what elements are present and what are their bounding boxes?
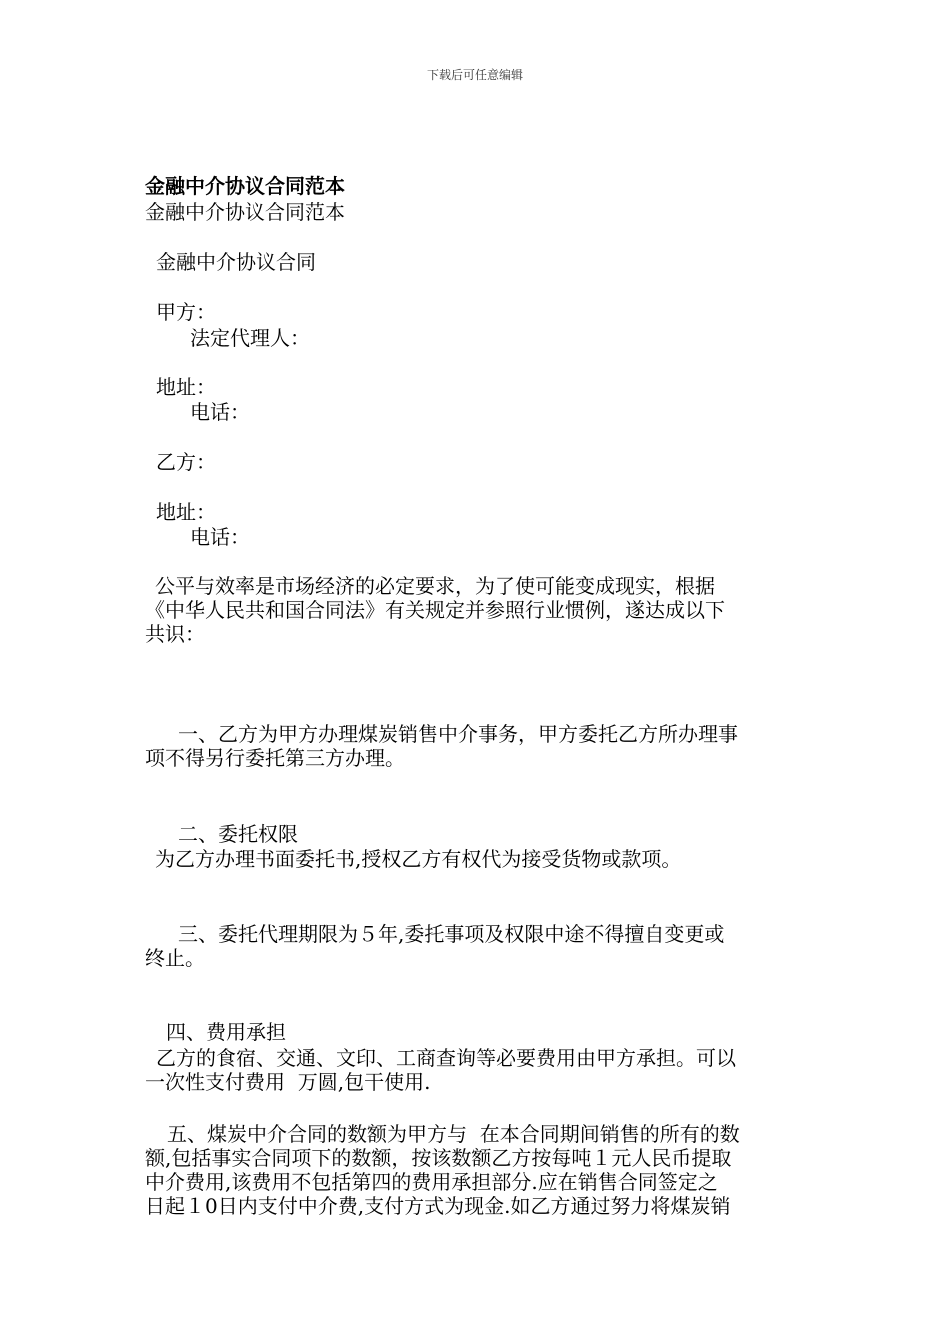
clause-1-line: 一、乙方为甲方办理煤炭销售中介事务，甲方委托乙方所办理事 <box>178 722 738 746</box>
party-a-address-label: 地址： <box>156 375 216 399</box>
clause-5-line: 日起１0日内支付中介费,支付方式为现金.如乙方通过努力将煤炭销 <box>145 1194 731 1218</box>
contract-title: 金融中介协议合同 <box>156 250 316 274</box>
clause-2-body: 为乙方办理书面委托书,授权乙方有权代为接受货物或款项。 <box>155 847 682 871</box>
intro-paragraph <box>145 574 805 646</box>
clause-4-line: 乙方的食宿、交通、文印、工商查询等必要费用由甲方承担。可以 <box>156 1046 736 1070</box>
clause-5-line: 额,包括事实合同项下的数额，按该数额乙方按每吨１元人民币提取 <box>145 1146 732 1170</box>
clause-3-line: 三、委托代理期限为５年,委托事项及权限中途不得擅自变更或 <box>178 922 725 946</box>
legal-representative-label: 法定代理人： <box>190 326 310 350</box>
document-title: 金融中介协议合同范本 <box>145 200 345 224</box>
clause-3-line: 终止。 <box>145 946 205 970</box>
intro-line: 公平与效率是市场经济的必定要求，为了使可能变成现实，根据 <box>155 574 715 598</box>
clause-5 <box>145 1122 805 1218</box>
party-b-address-label: 地址： <box>156 500 216 524</box>
intro-line: 《中华人民共和国合同法》有关规定并参照行业惯例，遂达成以下 <box>145 598 725 622</box>
clause-4-body <box>145 1046 805 1094</box>
clause-4-title: 四、费用承担 <box>166 1020 286 1044</box>
clause-5-line: 五、煤炭中介合同的数额为甲方与 在本合同期间销售的所有的数 <box>167 1122 740 1146</box>
page-header-note: 下载后可任意编辑 <box>426 68 523 82</box>
party-a-label: 甲方： <box>156 300 216 324</box>
clause-4-line: 一次性支付费用 万圆,包干使用. <box>145 1070 431 1094</box>
clause-2-title: 二、委托权限 <box>178 822 298 846</box>
clause-5-line: 中介费用,该费用不包括第四的费用承担部分.应在销售合同签定之 <box>145 1170 718 1194</box>
party-a-phone-label: 电话： <box>190 400 250 424</box>
document-title-bold: 金融中介协议合同范本 <box>145 174 345 198</box>
clause-1 <box>145 722 805 770</box>
clause-1-line: 项不得另行委托第三方办理。 <box>145 746 405 770</box>
intro-line: 共识： <box>145 622 205 646</box>
party-b-label: 乙方： <box>156 450 216 474</box>
clause-3 <box>145 922 805 970</box>
party-b-phone-label: 电话： <box>190 525 250 549</box>
